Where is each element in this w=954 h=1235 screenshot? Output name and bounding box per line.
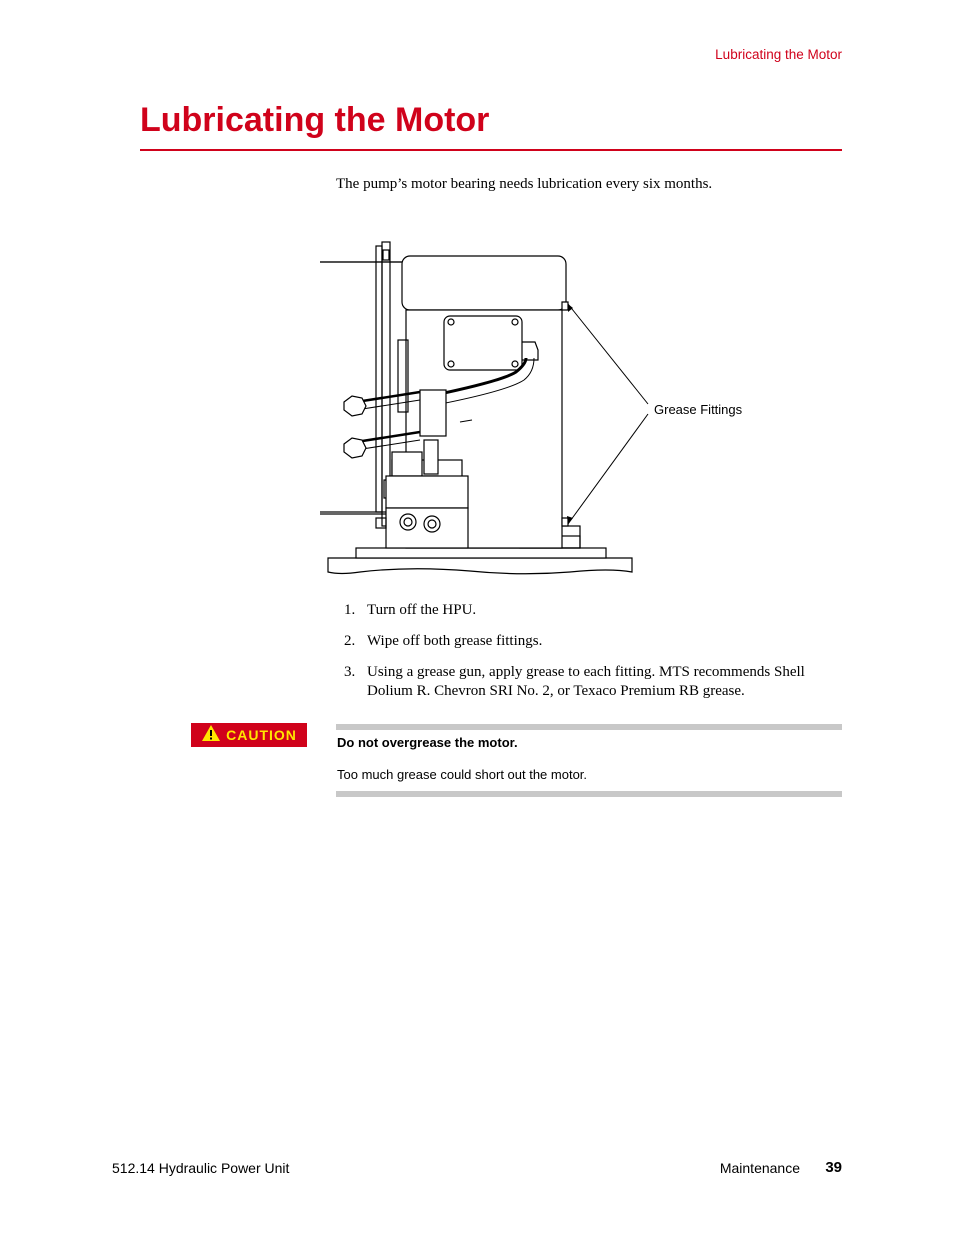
step-text: Wipe off both grease fittings. [367, 633, 543, 649]
page-title: Lubricating the Motor [140, 101, 490, 139]
step-number: 1. [344, 602, 356, 618]
step-text: Using a grease gun, apply grease to each fitting. MTS recommends Shell Dolium R. Chevron SRI No. 2, or Texaco Premium RB grease. [367, 664, 805, 699]
step-number: 2. [344, 633, 356, 649]
title-rule [140, 149, 842, 151]
footer-doc-title: 512.14 Hydraulic Power Unit [112, 1160, 290, 1176]
caution-top-rule [336, 724, 842, 730]
caution-label: CAUTION [226, 727, 297, 743]
running-header: Lubricating the Motor [715, 47, 842, 62]
caution-body: Too much grease could short out the motor. [337, 767, 588, 782]
grease-fittings-callout: Grease Fittings [654, 402, 743, 417]
step-number: 3. [344, 664, 356, 680]
caution-badge [191, 723, 307, 747]
intro-text: The pump’s motor bearing needs lubrication every six months. [336, 176, 713, 192]
procedure-steps [344, 601, 834, 713]
list-item [344, 601, 834, 620]
list-item [344, 663, 834, 701]
caution-bottom-rule [336, 791, 842, 797]
warning-triangle-icon [201, 724, 221, 747]
motor-diagram [320, 232, 760, 577]
footer-section: Maintenance [719, 1160, 800, 1176]
list-item [344, 632, 834, 651]
step-text: Turn off the HPU. [367, 602, 477, 618]
page-number: 39 [825, 1159, 842, 1176]
caution-heading: Do not overgrease the motor. [337, 735, 518, 750]
